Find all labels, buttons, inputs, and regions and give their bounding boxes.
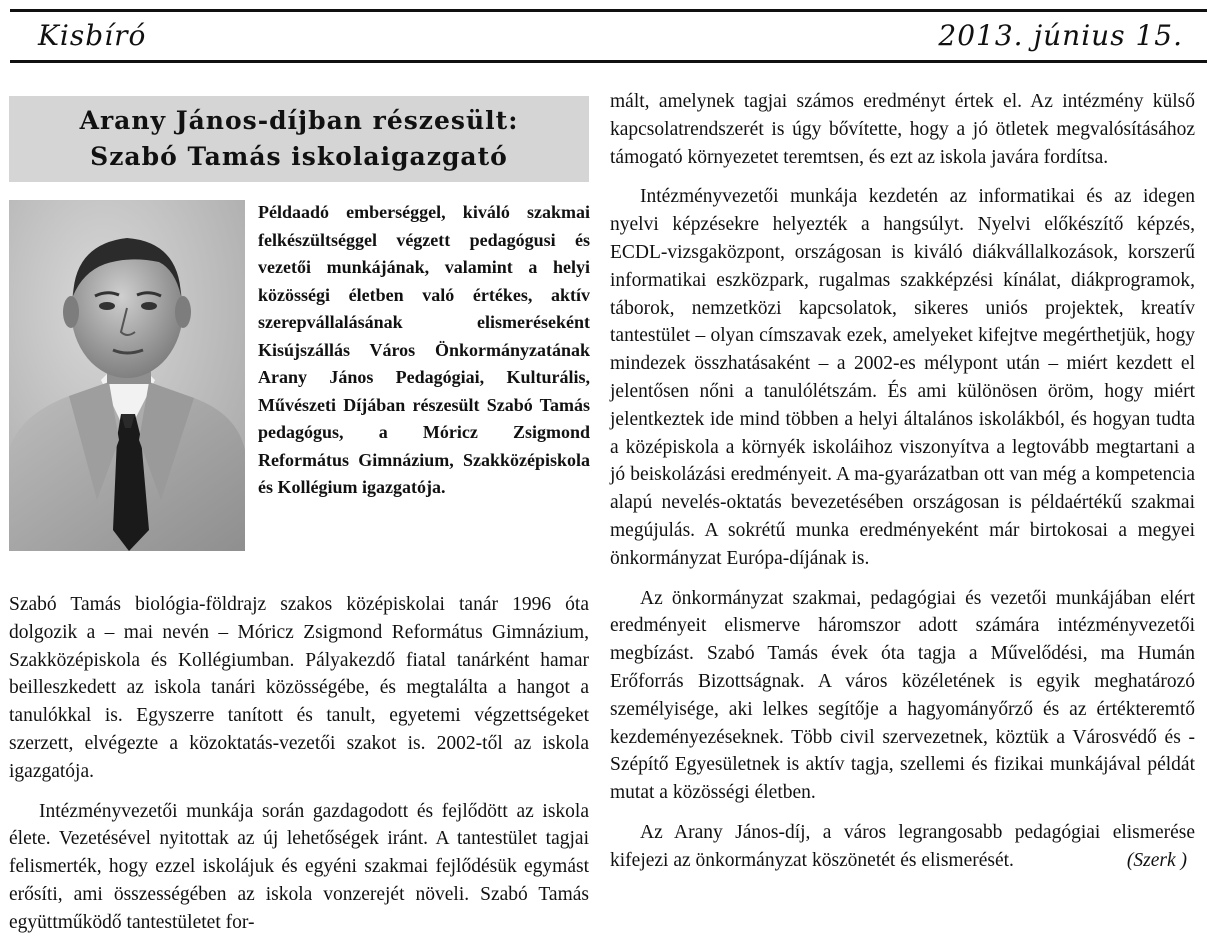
portrait-photo-icon: [9, 200, 245, 551]
paragraph: mált, amelynek tagjai számos eredményt értek el. Az intézmény külső kapcsolatrendszerét is úgy bővítette, hogy a jó ötletek megvalósításához támogató környezetet teremtsen, és ezt az iskola javára fordítsa.: [610, 91, 1195, 168]
body-column-left: [9, 591, 589, 949]
closing-paragraph: [610, 819, 1195, 875]
publication-name: Kisbíró: [38, 19, 147, 52]
body-column-right: [610, 88, 1195, 887]
header-rule-top: [10, 9, 1207, 12]
header-rule-bottom: [10, 60, 1207, 63]
paragraph: Az önkormányzat szakmai, pedagógiai és vezetői munkájában elért eredményeit elismerve háromszor adott számára intézményvezetői megbízást. Szabó Tamás évek óta tagja a Művelődési, ma Humán Erőforrás Bizottságnak. A város közéletének is egyik meghatározó személyisége, aki lelkes segítője a hagyományőrző és az értékteremtő kezdeményezéseknek. Több civil szervezetnek, köztük a Városvédő és -Szépítő Egyesületnek is aktív tagja, szellemi és fizikai munkájával példát mutat a közösségi életben.: [610, 587, 1195, 804]
article-lead: Példaadó emberséggel, kiváló szakmai felkészültséggel végzett pedagógusi és vezetői munkájának, valamint a helyi közösségi életben való értékes, aktív szerepvállalásának elismeréseként Kisújszállás Város Önkormányzatának Arany János Pedagógiai, Kulturális, Művészeti Díjában részesült Szabó Tamás pedagógus, a Móricz Zsigmond Református Gimnázium, Szakközépiskola és Kollégium igazgatója.: [258, 202, 590, 497]
article-title-line-1: Arany János-díjban részesült:: [79, 106, 519, 135]
paragraph: Intézményvezetői munkája kezdetén az informatikai és az idegen nyelvi képzésekre helyezték a hangsúlyt. Nyelvi előkészítő képzés, ECDL-vizsgaközpont, országosan is kiváló diákvállalkozások, korszerű informatikai eszközpark, rugalmas szakképzési kínálat, diákprogramok, táborok, nemzetközi kapcsolatok, sikeres uniós projektek, kreatív tantestület – olyan címszavak ezek, amelyeket kifejtve megérthetjük, hogy mindezek összhatásaként – a 2002-es mélypont után – miért kezdett el jelentősen nőni a tanulólétszám. És ami különösen öröm, hogy miért jelentkeztek ide mind többen a helyi általános iskolákból, és hogyan tudta a középiskola a környék iskoláihoz viszonyítva a legtovább megtartani a jó beiskolázási eredményeit. A ma-gyarázatban ott van még a kompetencia alapú nevelés-oktatás bevezetésében országosan is példaértékű szakmai megújulás. A sokrétű munka eredményeként már birtokosai a megyei önkormányzat Európa-díjának is.: [610, 186, 1195, 569]
article-title-box: [9, 96, 589, 182]
paragraph: Intézményvezetői munkája során gazdagodott és fejlődött az iskola élete. Vezetésével nyitottak az új lehetőségek iránt. A tantestület tagjai felismerték, hogy ezzel iskolájuk és egyéni szakmai fejlődésük egymást erősíti, ami összességében az iskola vonzerejét növeli. Szabó Tamás együttműködő tantestületet for-: [9, 800, 589, 933]
editor-signature: (Szerk ): [1126, 849, 1187, 871]
closing-text: Az Arany János-díj, a város legrangosabb pedagógiai elismerése kifejezi az önkormányzat köszönetét és elismerését.: [610, 821, 1195, 871]
paragraph: Szabó Tamás biológia-földrajz szakos középiskolai tanár 1996 óta dolgozik a – mai nevén – Móricz Zsigmond Református Gimnázium, Szakközépiskola és Kollégiumban. Pályakezdő fiatal tanárként hamar beilleszkedett az iskola tanári közösségébe, és megtalálta a hangot a tanulókkal is. Egyszerre tanított és tanult, egyetemi végzettségeket szerzett, elvégezte a közoktatás-vezetői szakot is. 2002-től az iskola igazgatója.: [9, 594, 589, 782]
portrait-photo: [9, 200, 245, 551]
issue-date: 2013. június 15.: [938, 19, 1183, 52]
article-title-line-2: Szabó Tamás iskolaigazgató: [90, 142, 508, 171]
